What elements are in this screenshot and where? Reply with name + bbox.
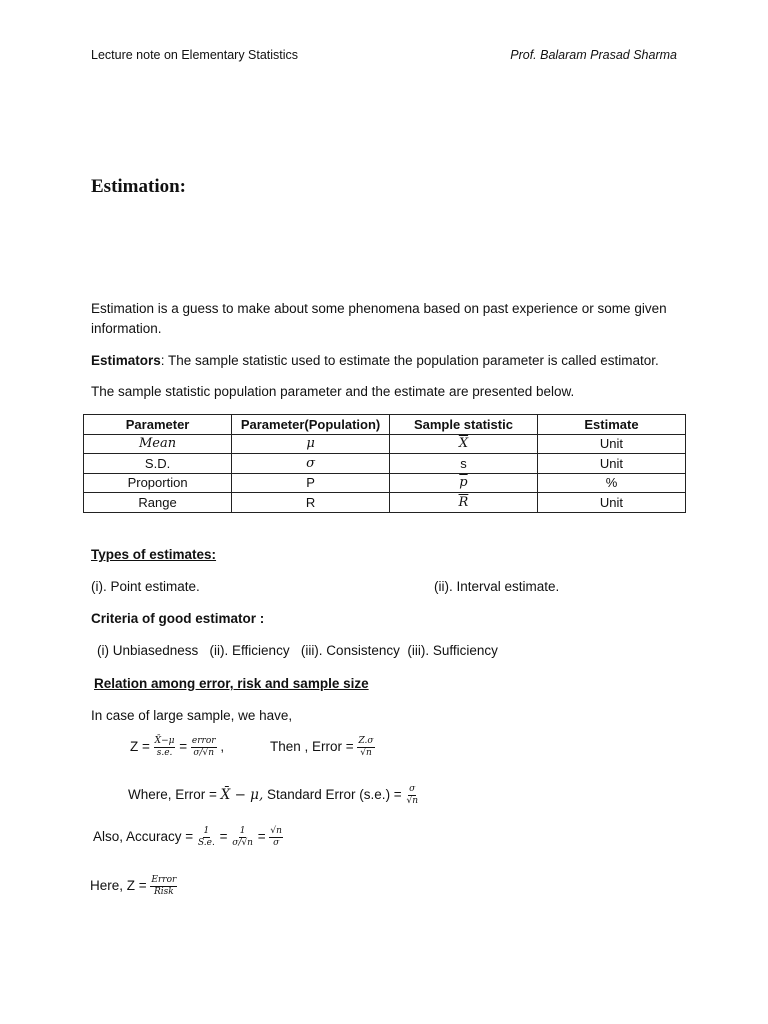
equals-sign: = (179, 739, 188, 755)
se-denominator: √n (406, 796, 418, 806)
error-numerator: error (191, 736, 216, 746)
z-lhs: Z = (130, 739, 150, 755)
table-cell: S.D. (84, 454, 232, 474)
here-fraction (150, 875, 177, 898)
page-title: Estimation: (91, 176, 186, 197)
here-numerator: Error (151, 875, 177, 885)
table-cell: $\overline{X}$ (389, 434, 537, 454)
table-cell: P (232, 473, 390, 493)
table-header: Parameter (84, 415, 232, 435)
z-numerator: X̄−μ (154, 736, 175, 746)
table-header: Parameter(Population) (232, 415, 390, 435)
criteria-heading: Criteria of good estimator : (91, 611, 265, 626)
table-header-row (84, 415, 686, 435)
error-fraction (191, 736, 217, 759)
point-estimate: (i). Point estimate. (91, 579, 200, 594)
estimators-paragraph (91, 351, 691, 371)
interval-estimate: (ii). Interval estimate. (434, 579, 560, 594)
equals-sign: = (219, 829, 228, 845)
accuracy-numerator-3: √n (270, 826, 282, 836)
accuracy-numerator-2: 1 (239, 826, 246, 836)
table-header: Estimate (537, 415, 685, 435)
table-cell: Unit (537, 434, 685, 454)
accuracy-denominator-3: σ (273, 838, 280, 848)
large-sample-text: In case of large sample, we have, (91, 708, 293, 723)
comma: , (220, 739, 225, 755)
table-header: Sample statistic (389, 415, 537, 435)
table-cell: σ (232, 454, 390, 474)
accuracy-fraction-2 (231, 826, 254, 849)
header-right: Prof. Balaram Prasad Sharma (510, 48, 677, 62)
here-formula (90, 875, 177, 898)
se-fraction (405, 784, 419, 807)
then-error-formula (270, 736, 375, 759)
accuracy-denominator-1: S.e. (197, 838, 215, 848)
z-fraction (154, 736, 176, 759)
z-formula (130, 736, 224, 759)
table-cell: Mean (84, 434, 232, 454)
table-cell: s (389, 454, 537, 474)
se-label: Standard Error (s.e.) = (267, 787, 402, 803)
table-cell: $\overline{p}$ (389, 473, 537, 493)
accuracy-formula (93, 826, 283, 849)
table-cell: R (232, 493, 390, 513)
where-label: Where, Error = (128, 787, 217, 803)
here-label: Here, Z = (90, 878, 147, 894)
then-numerator: Z.σ (358, 736, 374, 746)
then-fraction (357, 736, 374, 759)
accuracy-fraction-3 (269, 826, 283, 849)
then-denominator: √n (360, 748, 372, 758)
equals-sign: = (257, 829, 266, 845)
accuracy-label: Also, Accuracy = (93, 829, 194, 845)
table-cell: Proportion (84, 473, 232, 493)
types-heading: Types of estimates: (91, 547, 217, 562)
intro-paragraph: Estimation is a guess to make about some phenomena based on past experience or some given information. (91, 301, 667, 336)
table-cell: μ (232, 434, 390, 454)
table-row (84, 454, 686, 474)
accuracy-denominator-2: σ/√n (232, 838, 253, 848)
table-cell: $\overline{R}$ (389, 493, 537, 513)
where-expression: X̄ − μ, (220, 787, 264, 804)
relation-heading: Relation among error, risk and sample size (94, 676, 369, 691)
accuracy-numerator-1: 1 (203, 826, 210, 836)
table-row (84, 493, 686, 513)
se-numerator: σ (409, 784, 416, 794)
table-row (84, 473, 686, 493)
header-left: Lecture note on Elementary Statistics (91, 48, 299, 62)
error-denominator: σ/√n (193, 748, 215, 758)
table-cell: Unit (537, 454, 685, 474)
estimators-label: Estimators (91, 353, 161, 368)
table-cell: Range (84, 493, 232, 513)
table-cell: % (537, 473, 685, 493)
z-denominator: s.e. (156, 748, 173, 758)
estimation-table (83, 414, 686, 513)
criteria-list: (i) Unbiasedness (ii). Efficiency (iii). Consistency (iii). Sufficiency (97, 643, 498, 658)
estimators-text: : The sample statistic used to estimate the population parameter is called estimator. (160, 353, 659, 368)
table-row (84, 434, 686, 454)
table-cell: Unit (537, 493, 685, 513)
where-formula (128, 784, 419, 807)
accuracy-fraction-1 (197, 826, 216, 849)
then-label: Then , Error = (270, 739, 354, 755)
here-denominator: Risk (154, 887, 174, 897)
table-intro: The sample statistic population parameter and the estimate are presented below. (91, 384, 575, 399)
